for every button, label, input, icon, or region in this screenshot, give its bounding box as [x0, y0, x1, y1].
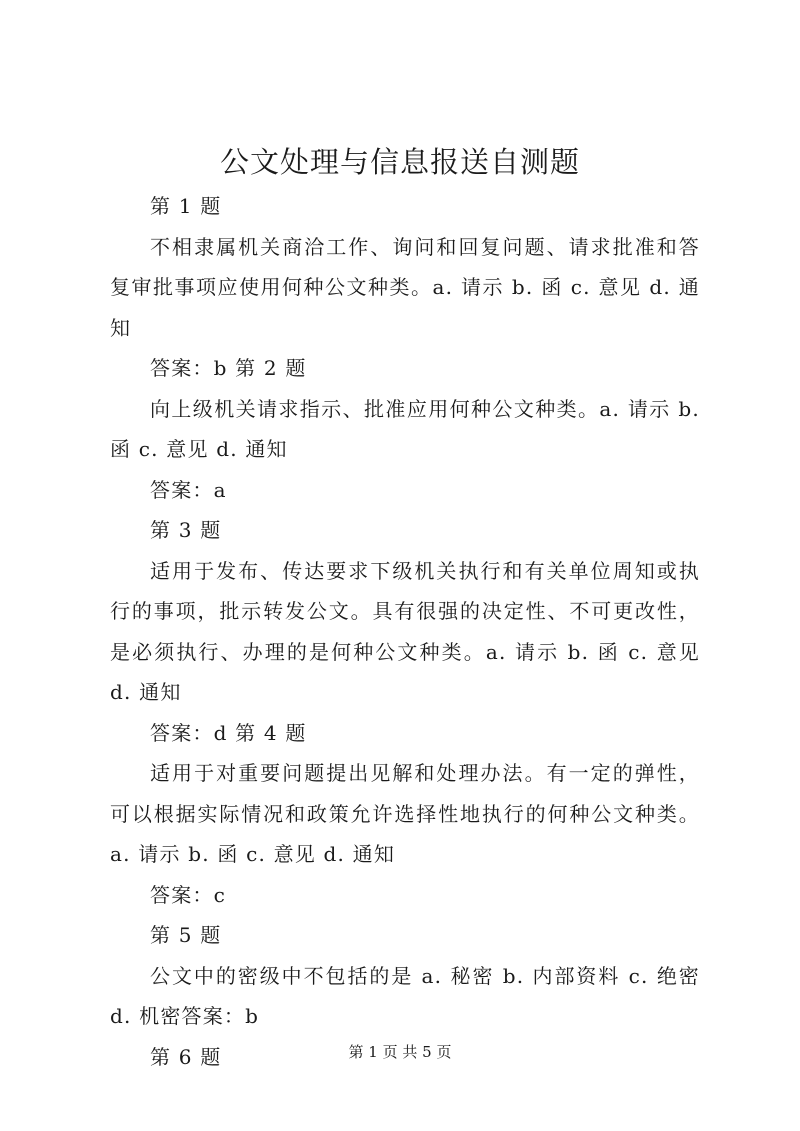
page-title: 公文处理与信息报送自测题	[219, 145, 580, 179]
paragraph-question-2-text: 向上级机关请求指示、批准应用何种公文种类。a. 请示 b. 函 c. 意见 d. 通知	[110, 396, 700, 461]
paragraph-question-6-heading: 第 6 题	[150, 1044, 222, 1069]
paragraph-question-5-heading: 第 5 题	[150, 923, 222, 947]
paragraph-question-1-heading: 第 1 题	[150, 194, 222, 218]
paragraph-answer-2: 答案：a	[150, 477, 227, 502]
paragraph-question-3-heading: 第 3 题	[150, 518, 222, 542]
paragraph-question-5-text: 公文中的密级中不包括的是 a. 秘密 b. 内部资料 c. 绝密 d. 机密答案：b	[110, 963, 700, 1028]
paragraph-question-1-text: 不相隶属机关商洽工作、询问和回复问题、请求批准和答复审批事项应使用何种公文种类。a. 请示 b. 函 c. 意见 d. 通知	[110, 234, 700, 340]
paragraph-answer-1: 答案：b 第 2 题	[150, 356, 307, 380]
paragraph-answer-4: 答案：c	[150, 882, 227, 907]
page-footer: 第 1 页 共 5 页	[348, 1043, 452, 1061]
paragraph-question-4-text: 适用于对重要问题提出见解和处理办法。有一定的弹性，可以根据实际情况和政策允许选择性地执行的何种公文种类。a. 请示 b. 函 c. 意见 d. 通知	[110, 761, 700, 866]
paragraph-question-3-text: 适用于发布、传达要求下级机关执行和有关单位周知或执行的事项，批示转发公文。具有很强的决定性、不可更改性，是必须执行、办理的是何种公文种类。a. 请示 b. 函 c. 意见 d. 通知	[110, 558, 700, 704]
document-body	[110, 186, 700, 1077]
paragraph-answer-3: 答案：d 第 4 题	[150, 720, 307, 745]
